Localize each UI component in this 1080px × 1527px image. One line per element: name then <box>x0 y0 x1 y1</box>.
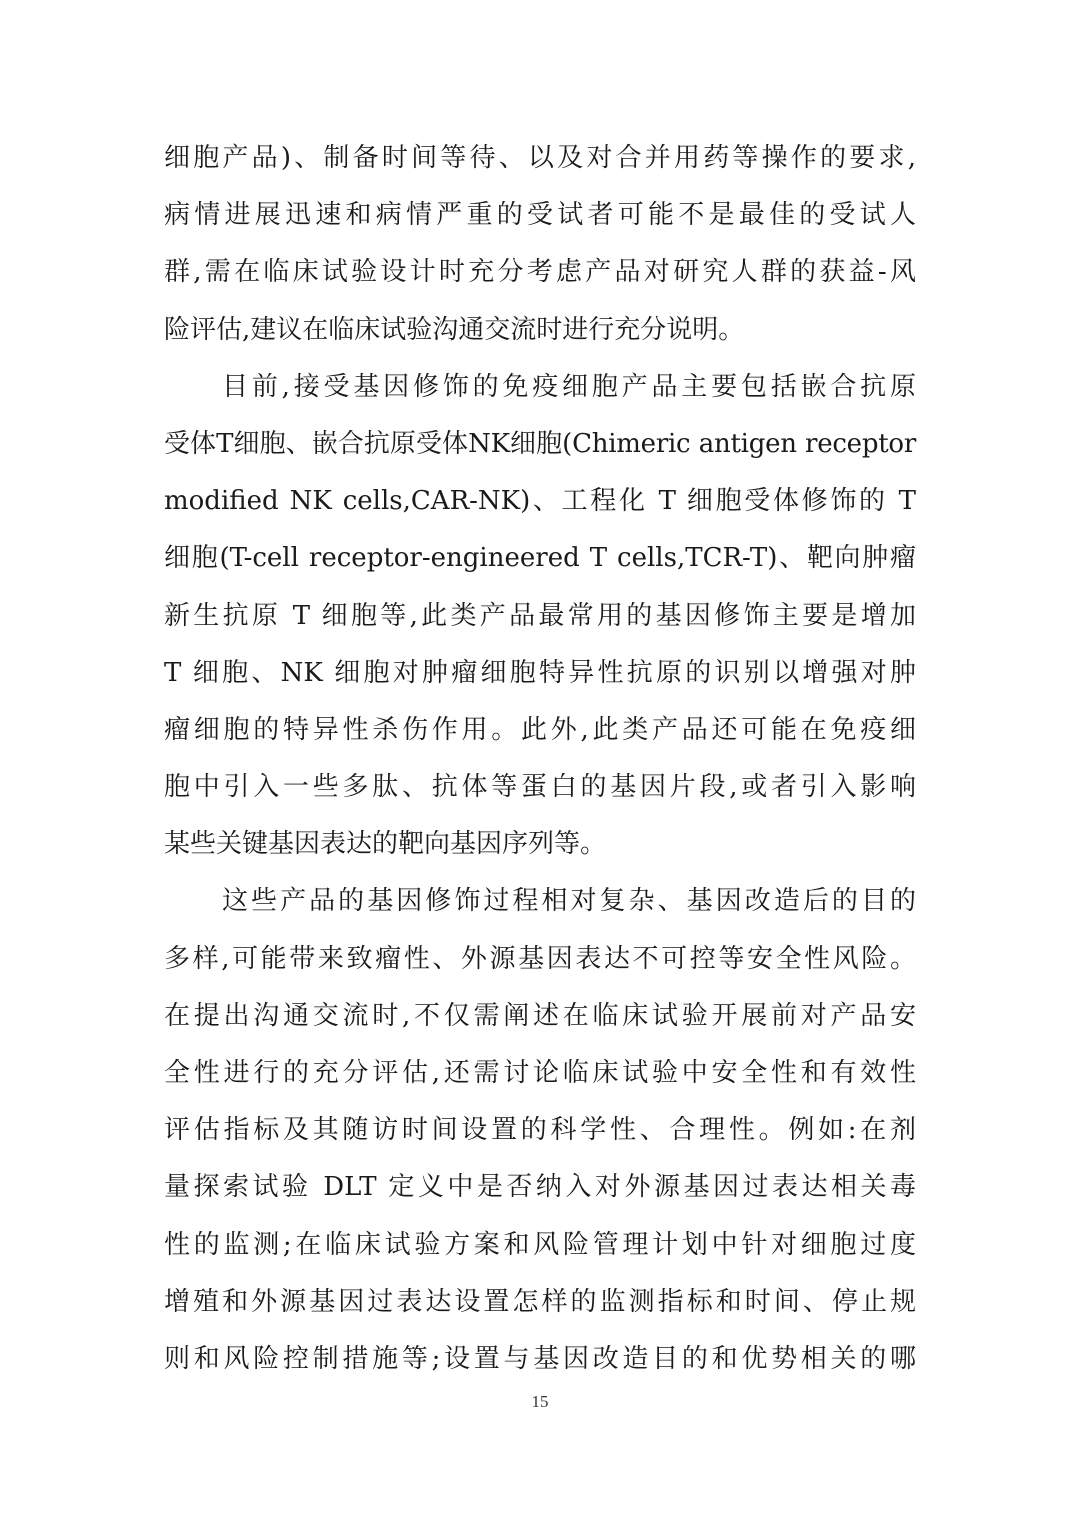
text-line: 多样,可能带来致瘤性、外源基因表达不可控等安全性风险。 <box>164 943 916 974</box>
text-line: 胞中引入一些多肽、抗体等蛋白的基因片段,或者引入影响 <box>164 772 916 803</box>
text-line: 受体T细胞、嵌合抗原受体NK细胞(Chimeric antigen receptor <box>164 428 916 459</box>
text-line: T 细胞、NK 细胞对肿瘤细胞特异性抗原的识别以增强对肿 <box>164 657 916 688</box>
text-line: 全性进行的充分评估,还需讨论临床试验中安全性和有效性 <box>164 1058 916 1088</box>
text-line: 新生抗原 T 细胞等,此类产品最常用的基因修饰主要是增加 <box>164 600 916 631</box>
page-number: 15 <box>531 1392 549 1411</box>
text-line: 评估指标及其随访时间设置的科学性、合理性。例如:在剂 <box>164 1115 916 1146</box>
text-line: 群,需在临床试验设计时充分考虑产品对研究人群的获益-风 <box>164 257 916 288</box>
text-line: 量探索试验 DLT 定义中是否纳入对外源基因过表达相关毒 <box>164 1172 916 1203</box>
text-line: 这些产品的基因修饰过程相对复杂、基因改造后的目的 <box>222 886 916 917</box>
text-line: 增殖和外源基因过表达设置怎样的监测指标和时间、停止规 <box>164 1286 916 1317</box>
text-line: 在提出沟通交流时,不仅需阐述在临床试验开展前对产品安 <box>164 1000 916 1031</box>
text-line: 某些关键基因表达的靶向基因序列等。 <box>164 829 607 860</box>
text-line: 则和风险控制措施等;设置与基因改造目的和优势相关的哪 <box>164 1343 916 1374</box>
text-line: 病情进展迅速和病情严重的受试者可能不是最佳的受试人 <box>164 200 916 231</box>
text-line: 细胞产品)、制备时间等待、以及对合并用药等操作的要求, <box>164 143 916 173</box>
text-line: 性的监测;在临床试验方案和风险管理计划中针对细胞过度 <box>164 1229 916 1260</box>
body-text <box>164 130 916 1388</box>
text-line: 细胞(T-cell receptor-engineered T cells,TCR-T)、靶向肿瘤 <box>164 543 916 574</box>
text-line: 险评估,建议在临床试验沟通交流时进行充分说明。 <box>164 314 745 345</box>
text-line: 瘤细胞的特异性杀伤作用。此外,此类产品还可能在免疫细 <box>164 714 916 745</box>
text-line: 目前,接受基因修饰的免疫细胞产品主要包括嵌合抗原 <box>222 371 916 402</box>
text-line: modified NK cells,CAR-NK)、工程化 T 细胞受体修饰的 T <box>164 486 916 517</box>
